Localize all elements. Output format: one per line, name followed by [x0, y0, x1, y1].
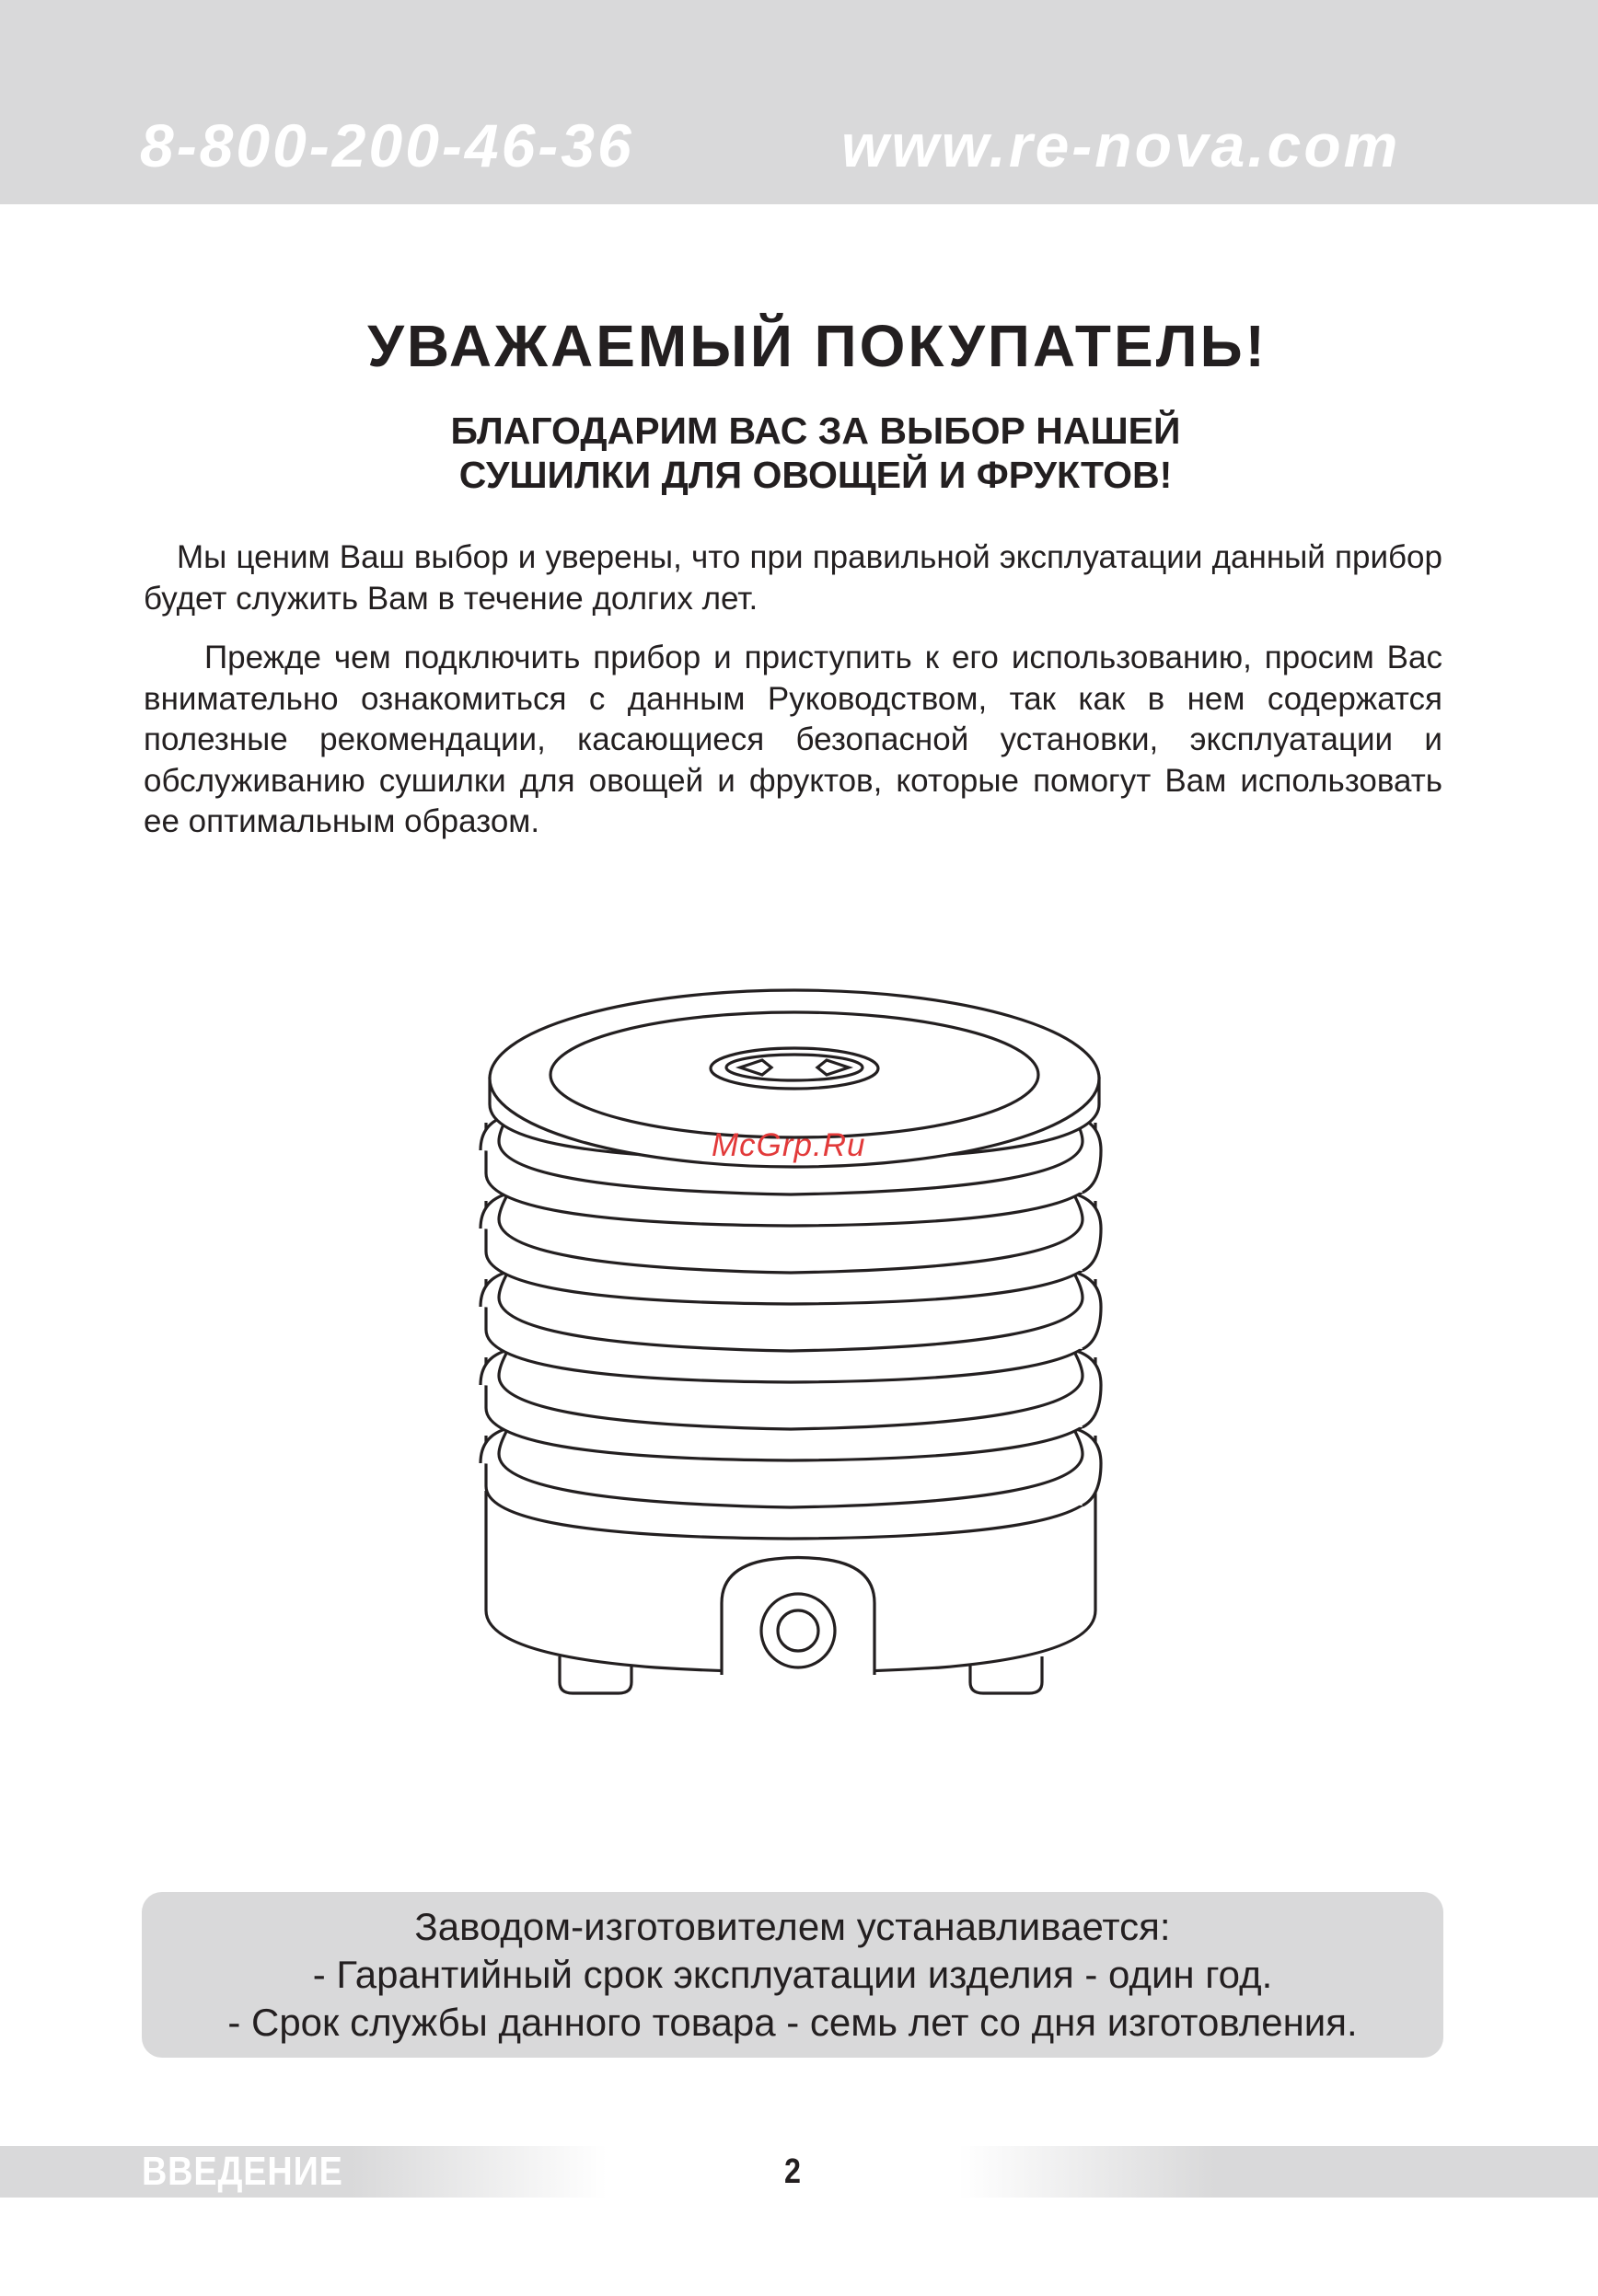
subtitle-line-2: СУШИЛКИ ДЛЯ ОВОЩЕЙ И ФРУКТОВ! [458, 454, 1173, 496]
instructions-paragraph: Прежде чем подключить прибор и приступить к его использованию, просим Вас внимательно ознакомиться с данным Руководством, так как в нем содержатся полезные рекомендации, касающиеся безопасной установки, эксплуатации и обслуживанию сушилки для овощей и фруктов, которые помогут Вам использовать ее оптимальным образом. [144, 640, 1442, 839]
intro-paragraph: Мы ценим Ваш выбор и уверены, что при правильной эксплуатации данный прибор будет служить Вам в течение долгих лет. [144, 539, 1442, 617]
page-number: 2 [784, 2152, 801, 2191]
header-website: www.re-nova.com [841, 111, 1401, 179]
warranty-box [142, 1892, 1443, 2058]
watermark: McGrp.Ru [712, 1127, 866, 1163]
food-dehydrator-icon [471, 975, 1125, 1712]
page-title: УВАЖАЕМЫЙ ПОКУПАТЕЛЬ! [367, 313, 1268, 379]
footer-section-title: ВВЕДЕНИЕ [142, 2149, 343, 2194]
warranty-period: - Гарантийный срок эксплуатации изделия - один год. [312, 1953, 1273, 1996]
page-subtitle [0, 409, 1598, 497]
subtitle-line-1: БЛАГОДАРИМ ВАС ЗА ВЫБОР НАШЕЙ [450, 410, 1181, 452]
service-life: - Срок службы данного товара - семь лет со дня изготовления. [227, 2001, 1358, 2044]
warranty-heading: Заводом-изготовителем устанавливается: [414, 1905, 1171, 1948]
header-phone: 8-800-200-46-36 [140, 111, 634, 179]
